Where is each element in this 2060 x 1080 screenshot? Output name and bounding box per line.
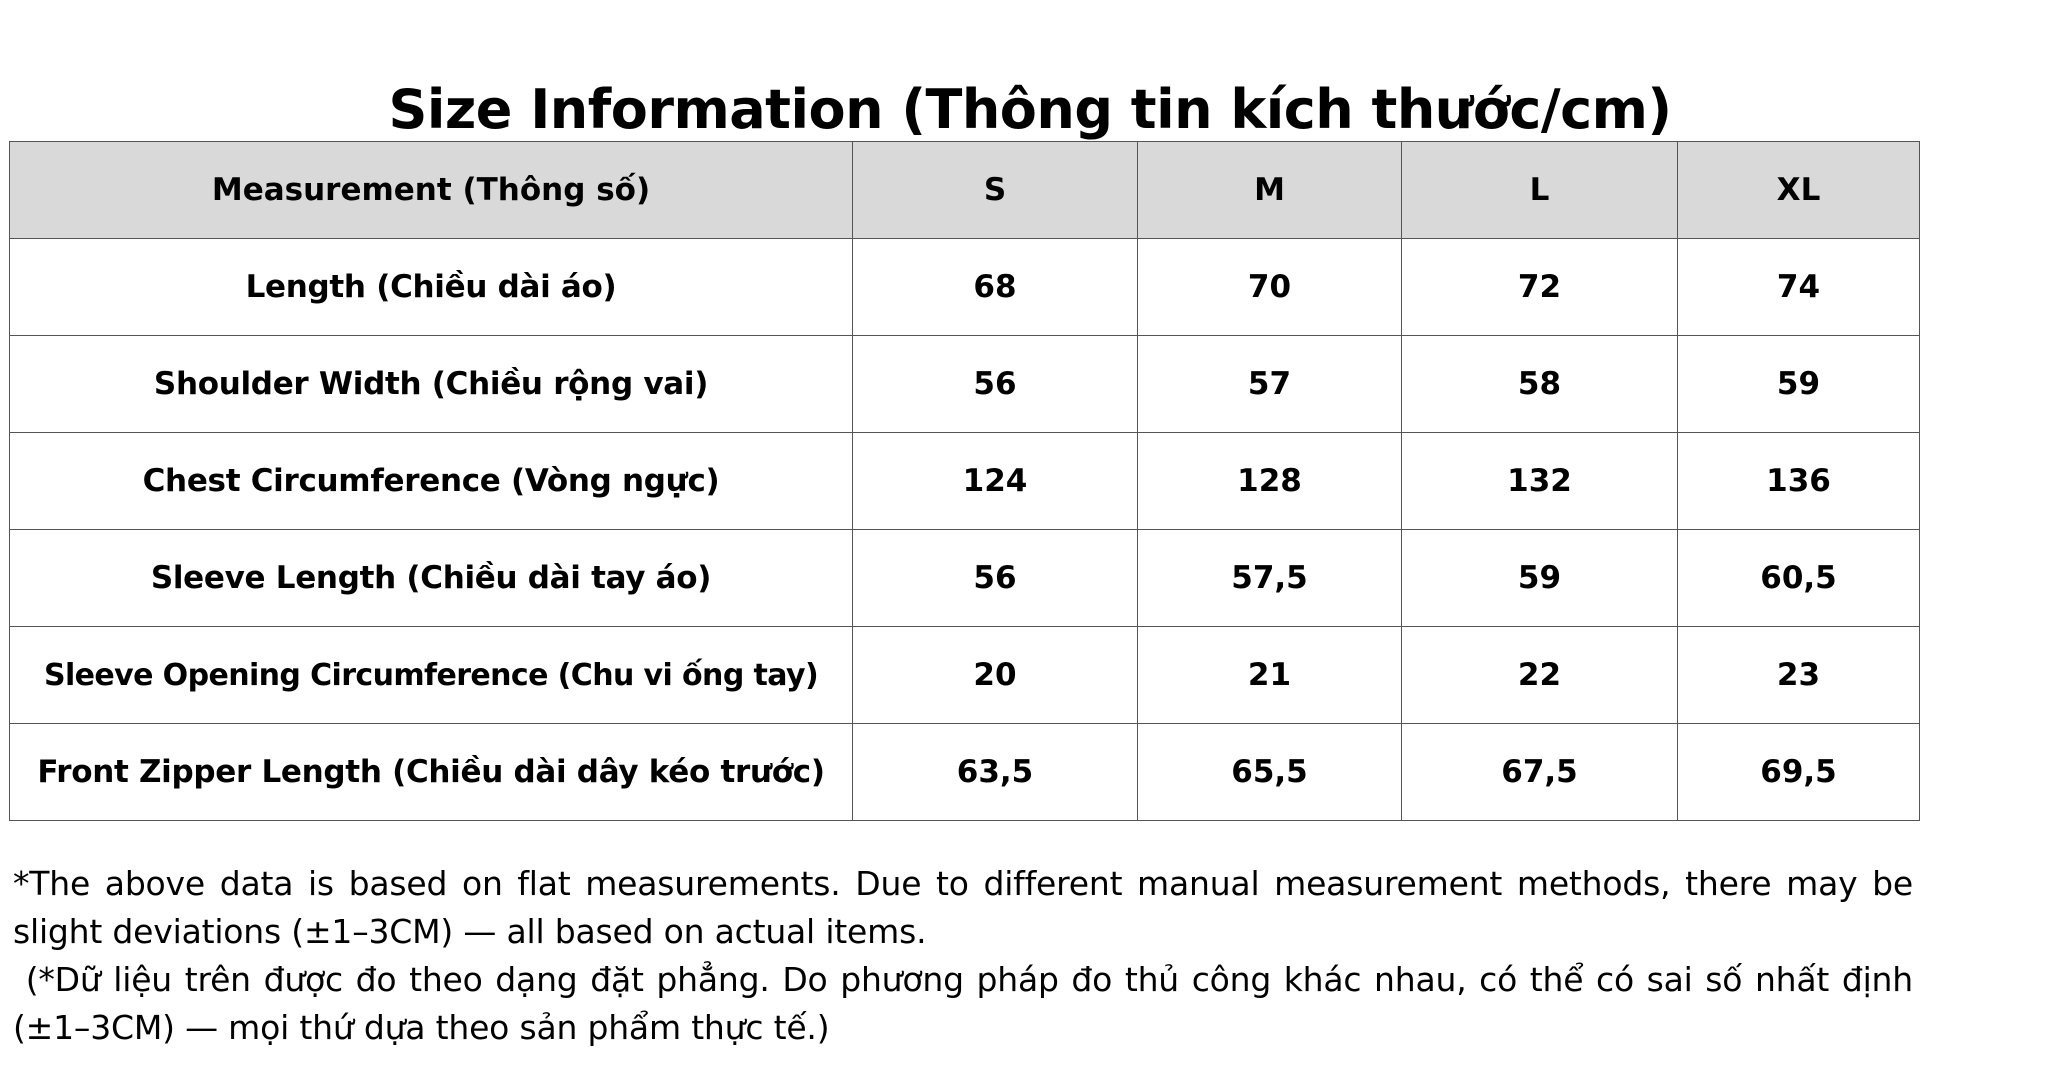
page-title: Size Information (Thông tin kích thước/cm)	[388, 78, 1672, 141]
cell-value: 21	[1138, 627, 1402, 724]
cell-value: 59	[1678, 336, 1920, 433]
cell-value: 20	[853, 627, 1138, 724]
cell-value: 132	[1402, 433, 1678, 530]
footnote	[13, 860, 1924, 1052]
cell-value: 57,5	[1138, 530, 1402, 627]
cell-value: 69,5	[1678, 724, 1920, 821]
cell-value: 56	[853, 530, 1138, 627]
header-size-xl: XL	[1678, 142, 1920, 239]
table-row	[10, 336, 1920, 433]
cell-value: 60,5	[1678, 530, 1920, 627]
cell-value: 67,5	[1402, 724, 1678, 821]
cell-value: 65,5	[1138, 724, 1402, 821]
table-row	[10, 239, 1920, 336]
cell-value: 23	[1678, 627, 1920, 724]
cell-value: 128	[1138, 433, 1402, 530]
cell-value: 59	[1402, 530, 1678, 627]
row-label: Length (Chiều dài áo)	[10, 239, 853, 336]
cell-value: 68	[853, 239, 1138, 336]
cell-value: 57	[1138, 336, 1402, 433]
footnote-vietnamese: (*Dữ liệu trên được đo theo dạng đặt phẳng. Do phương pháp đo thủ công khác nhau, có thể có sai số nhất định (±1–3CM) — mọi thứ dựa theo sản phẩm thực tế.)	[13, 960, 1924, 1047]
table-row	[10, 627, 1920, 724]
table-row	[10, 724, 1920, 821]
table-row	[10, 433, 1920, 530]
row-label: Front Zipper Length (Chiều dài dây kéo trước)	[10, 724, 853, 821]
cell-value: 56	[853, 336, 1138, 433]
cell-value: 74	[1678, 239, 1920, 336]
cell-value: 70	[1138, 239, 1402, 336]
size-table	[9, 141, 1920, 821]
header-size-m: M	[1138, 142, 1402, 239]
cell-value: 22	[1402, 627, 1678, 724]
table-header-row	[10, 142, 1920, 239]
cell-value: 63,5	[853, 724, 1138, 821]
row-label: Shoulder Width (Chiều rộng vai)	[10, 336, 853, 433]
table-row	[10, 530, 1920, 627]
header-size-l: L	[1402, 142, 1678, 239]
row-label: Chest Circumference (Vòng ngực)	[10, 433, 853, 530]
header-size-s: S	[853, 142, 1138, 239]
cell-value: 136	[1678, 433, 1920, 530]
row-label: Sleeve Opening Circumference (Chu vi ống tay)	[10, 627, 853, 724]
cell-value: 124	[853, 433, 1138, 530]
footnote-english: *The above data is based on flat measurements. Due to different manual measurement methods, there may be slight deviations (±1–3CM) — all based on actual items.	[13, 864, 1913, 951]
cell-value: 58	[1402, 336, 1678, 433]
row-label: Sleeve Length (Chiều dài tay áo)	[10, 530, 853, 627]
cell-value: 72	[1402, 239, 1678, 336]
header-measurement: Measurement (Thông số)	[10, 142, 853, 239]
